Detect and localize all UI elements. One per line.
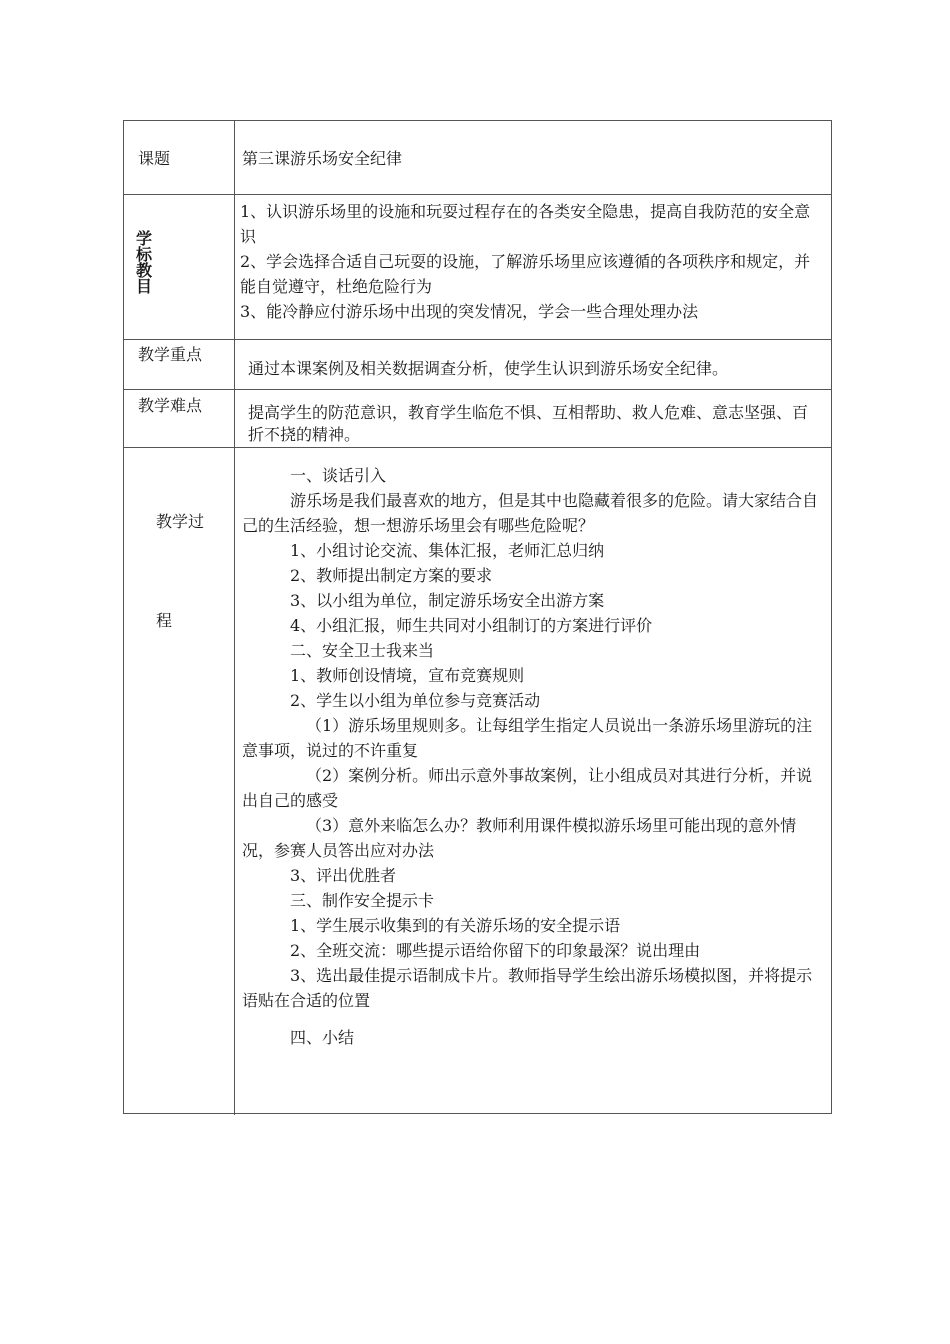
process-step: 1、学生展示收集到的有关游乐场的安全提示语 (290, 916, 621, 935)
topic-label: 课题 (138, 149, 171, 168)
process-steps (242, 463, 823, 1050)
process-step: 3、以小组为单位，制定游乐场安全出游方案 (290, 591, 605, 610)
process-step: 一、谈话引入 (290, 466, 387, 485)
topic-value: 第三课游乐场安全纪律 (242, 149, 403, 168)
objectives-label-char: 标 (136, 245, 153, 264)
process-step: 1、教师创设情境，宣布竞赛规则 (290, 666, 525, 685)
process-step: 四、小结 (290, 1028, 355, 1047)
key-points-value: 通过本课案例及相关数据调查分析，使学生认识到游乐场安全纪律。 (248, 359, 729, 378)
objectives-row (124, 195, 831, 340)
key-points-row (124, 340, 831, 390)
topic-row (124, 121, 831, 195)
objectives-label-char: 目 (136, 277, 153, 296)
process-label: 教学过 (156, 512, 205, 531)
process-label-cont: 程 (156, 611, 173, 630)
process-step: （3）意外来临怎么办？教师利用课件模拟游乐场里可能出现的意外情况，参赛人员答出应对办法 (242, 816, 797, 860)
process-step: 3、评出优胜者 (290, 866, 397, 885)
objectives-list (240, 199, 823, 324)
process-step: 3、选出最佳提示语制成卡片。教师指导学生绘出游乐场模拟图，并将提示语贴在合适的位置 (242, 966, 813, 1010)
objective-item: 2、学会选择合适自己玩耍的设施，了解游乐场里应该遵循的各项秩序和规定，并能自觉遵守，杜绝危险行为 (240, 252, 811, 296)
difficulty-text: 提高学生的防范意识，教育学生临危不惧、互相帮助、救人危难、意志坚强、百折不挠的精神。 (248, 403, 809, 444)
process-row (124, 448, 831, 1115)
difficulty-label: 教学难点 (138, 396, 203, 415)
key-points-label: 教学重点 (138, 345, 203, 364)
process-step: （2）案例分析。师出示意外事故案例，让小组成员对其进行分析，并说出自己的感受 (242, 766, 813, 810)
process-step: 2、全班交流：哪些提示语给你留下的印象最深？说出理由 (290, 941, 701, 960)
objective-item: 1、认识游乐场里的设施和玩耍过程存在的各类安全隐患，提高自我防范的安全意识 (240, 202, 811, 246)
process-step: 二、安全卫士我来当 (290, 641, 435, 660)
process-step: 2、学生以小组为单位参与竞赛活动 (290, 691, 541, 710)
process-step (242, 1013, 823, 1025)
process-step: 游乐场是我们最喜欢的地方，但是其中也隐藏着很多的危险。请大家结合自己的生活经验，想一想游乐场里会有哪些危险呢？ (242, 491, 819, 535)
process-step: 4、小组汇报，师生共同对小组制订的方案进行评价 (290, 616, 653, 635)
difficulty-row (124, 390, 831, 448)
difficulty-value (248, 402, 823, 446)
process-step: （1）游乐场里规则多。让每组学生指定人员说出一条游乐场里游玩的注意事项，说过的不许重复 (242, 716, 813, 760)
process-step: 三、制作安全提示卡 (290, 891, 435, 910)
process-step: 1、小组讨论交流、集体汇报，老师汇总归纳 (290, 541, 605, 560)
objectives-label-char: 教 (136, 261, 153, 280)
objective-item: 3、能冷静应付游乐场中出现的突发情况，学会一些合理处理办法 (240, 302, 699, 321)
objectives-label (136, 231, 156, 295)
process-step: 2、教师提出制定方案的要求 (290, 566, 493, 585)
lesson-plan-table (123, 120, 832, 1114)
objectives-label-char: 学 (136, 229, 153, 248)
